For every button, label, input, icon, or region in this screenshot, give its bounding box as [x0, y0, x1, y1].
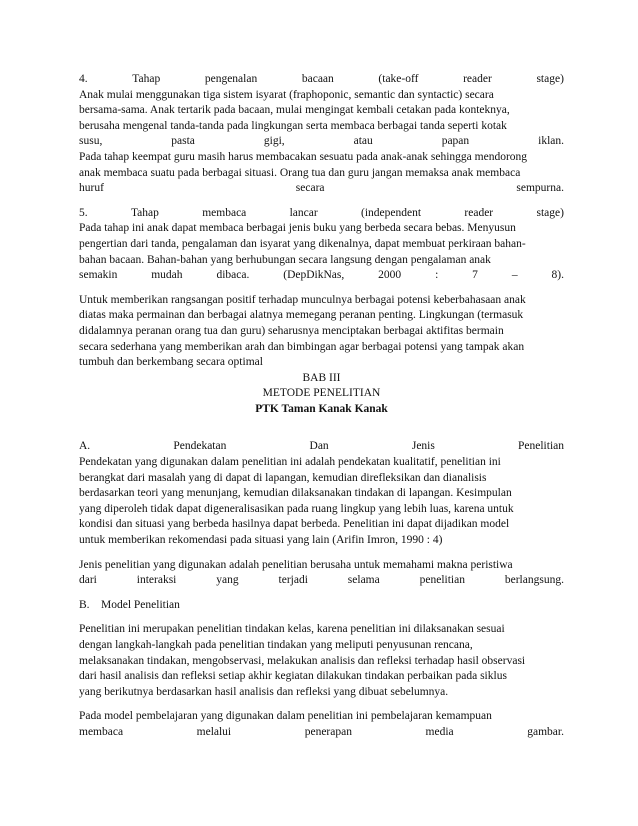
heading-word: Pendekatan — [173, 440, 227, 453]
text-line: yang diperoleh tidak dapat digeneralisasikan pada ruang lingkup yang lebih luas, karena untuk — [79, 502, 514, 515]
heading-word: bacaan — [301, 73, 334, 85]
chapter-title: METODE PENELITIAN — [262, 387, 381, 400]
word: yang — [216, 574, 239, 587]
word: iklan. — [538, 135, 564, 148]
section-b-heading — [79, 598, 564, 614]
word: dari — [79, 574, 97, 587]
text-line: Pendekatan yang digunakan dalam penelitian ini adalah pendekatan kualitatif, penelitian ini — [79, 456, 501, 469]
document-page — [79, 72, 564, 750]
final-paragraph — [79, 709, 564, 740]
word: berlangsung. — [504, 574, 564, 587]
text-line: Pada tahap ini anak dapat membaca berbagai jenis buku yang berbeda secara bebas. Menyusun — [79, 222, 516, 235]
heading-word: reader — [463, 73, 492, 85]
section-b-number: B. — [79, 598, 90, 611]
word: pasta — [171, 135, 195, 148]
word: selama — [347, 574, 380, 587]
word: papan — [441, 135, 470, 148]
word: terjadi — [278, 574, 308, 587]
heading-word: 5. — [79, 206, 88, 219]
heading-word: Tahap — [132, 73, 161, 85]
word: membaca — [79, 725, 124, 738]
heading-word: Jenis — [411, 440, 435, 453]
text-line-justified — [79, 268, 564, 284]
text-line: berdasarkan teori yang menunjang, kemudian dilaksanakan tindakan di lapangan. Kesimpulan — [79, 487, 512, 500]
chapter-number: BAB III — [302, 371, 341, 384]
word: huruf — [79, 182, 104, 195]
intro-paragraph — [79, 293, 564, 371]
heading-word: reader — [464, 206, 494, 219]
chapter-heading — [79, 371, 564, 418]
text-line: Penelitian ini merupakan penelitian tindakan kelas, karena penelitian ini dilaksanakan sesuai — [79, 623, 505, 636]
section-b-title: Model Penelitian — [101, 598, 180, 611]
heading-word: (take-off — [378, 73, 419, 85]
heading-word: (independent — [361, 206, 422, 219]
text-line: bahan bacaan. Bahan-bahan yang berhubungan secara langsung dengan pengalaman anak — [79, 253, 491, 266]
text-line-justified — [79, 181, 564, 197]
word: gigi, — [263, 135, 285, 148]
text-line: Untuk memberikan rangsangan positif terhadap munculnya berbagai potensi keberbahasaan anak — [79, 293, 526, 306]
word: semakin — [79, 269, 118, 282]
text-line: secara sederhana yang memberikan arah dan bimbingan agar berbagai potensi yang tampak akan — [79, 340, 525, 353]
word: media — [425, 725, 454, 738]
word: : — [435, 269, 439, 282]
text-line: dari hasil analisis dan refleksi setiap akhir kegiatan dilakukan tindakan perbaikan pada siklus — [79, 670, 507, 683]
section-4 — [79, 72, 564, 197]
text-line-justified — [79, 134, 564, 150]
text-line: didalamnya peranan orang tua dan guru) seharusnya menciptakan berbagai aktifitas bermain — [79, 324, 504, 337]
text-line: untuk memberikan rekomendasi pada situasi yang lain (Arifin Imron, 1990 : 4) — [79, 534, 443, 547]
heading-word: pengenalan — [204, 73, 258, 85]
section-a-heading — [79, 439, 564, 455]
word: dibaca. — [216, 269, 250, 282]
section-a — [79, 439, 564, 548]
text-line: melaksanakan tindakan, mengobservasi, melakukan analisis dan refleksi terhadap hasil observasi — [79, 654, 526, 667]
word: susu, — [79, 135, 103, 148]
word: 7 — [472, 269, 478, 282]
word: sempurna. — [516, 182, 564, 195]
text-line-justified — [79, 725, 564, 741]
word: mudah — [151, 269, 183, 282]
text-line: tumbuh dan berkembang secara optimal — [79, 356, 263, 369]
word: penelitian — [419, 574, 465, 587]
word: melalui — [196, 725, 232, 738]
word: secara — [295, 182, 325, 195]
section-4-heading — [79, 72, 564, 88]
text-line: Jenis penelitian yang digunakan adalah penelitian berusaha untuk memahami makna peristiwa — [79, 558, 513, 571]
text-line: bersama-sama. Anak tertarik pada bacaan, mulai mengingat kembali cetakan pada konteknya, — [79, 104, 510, 117]
text-line: berusaha mengenal tanda-tanda pada lingkungan serta membaca berbagai tanda seperti kotak — [79, 119, 507, 132]
text-line-justified — [79, 573, 564, 589]
text-line: Pada model pembelajaran yang digunakan dalam penelitian ini pembelajaran kemampuan — [79, 710, 492, 723]
heading-word: stage) — [536, 206, 564, 219]
word: interaksi — [136, 574, 177, 587]
word: 8). — [551, 269, 564, 282]
text-line: diatas maka permainan dan berbagai alatnya memegang peranan penting. Lingkungan (termasuk — [79, 309, 524, 322]
word: (DepDikNas, — [283, 269, 345, 282]
section-5-heading — [79, 206, 564, 222]
heading-word: lancar — [289, 206, 318, 219]
heading-word: Penelitian — [518, 440, 564, 453]
text-line: yang berikutnya berdasarkan hasil analisis dan refleksi yang dibuat sebelumnya. — [79, 685, 449, 698]
heading-word: Tahap — [130, 206, 159, 219]
ptk-paragraph — [79, 622, 564, 700]
word: gambar. — [527, 725, 564, 738]
section-5 — [79, 206, 564, 284]
text-line: anak membaca suatu pada berbagai situasi. Orang tua dan guru jangan memaksa anak membaca — [79, 166, 521, 179]
chapter-subtitle: PTK Taman Kanak Kanak — [255, 402, 388, 415]
text-line: Pada tahap keempat guru masih harus membacakan sesuatu pada anak-anak sehingga mendorong — [79, 150, 528, 163]
word: 2000 — [378, 269, 402, 282]
text-line: pengertian dari tanda, pengalaman dan isyarat yang dikenalnya, dapat membuat perkiraan bahan- — [79, 237, 526, 250]
text-line: kondisi dan situasi yang berbeda hasilnya dapat berbeda. Penelitian ini dapat dijadikan model — [79, 518, 510, 531]
heading-word: 4. — [79, 73, 88, 85]
word: penerapan — [304, 725, 352, 738]
text-line: dengan langkah-langkah pada penelitian tindakan yang meliputi penyusunan rencana, — [79, 639, 473, 651]
text-line: berangkat dari masalah yang di dapat di lapangan, kemudian direfleksikan dan dianalisis — [79, 471, 487, 484]
heading-word: membaca — [202, 206, 247, 219]
text-line: Anak mulai menggunakan tiga sistem isyarat (fraphoponic, semantic dan syntactic) secara — [79, 88, 494, 101]
word: atau — [353, 135, 373, 148]
heading-word: Dan — [309, 440, 329, 453]
heading-word: stage) — [536, 73, 564, 85]
word: – — [511, 269, 518, 282]
jenis-paragraph — [79, 558, 564, 589]
heading-word: A. — [79, 440, 91, 453]
